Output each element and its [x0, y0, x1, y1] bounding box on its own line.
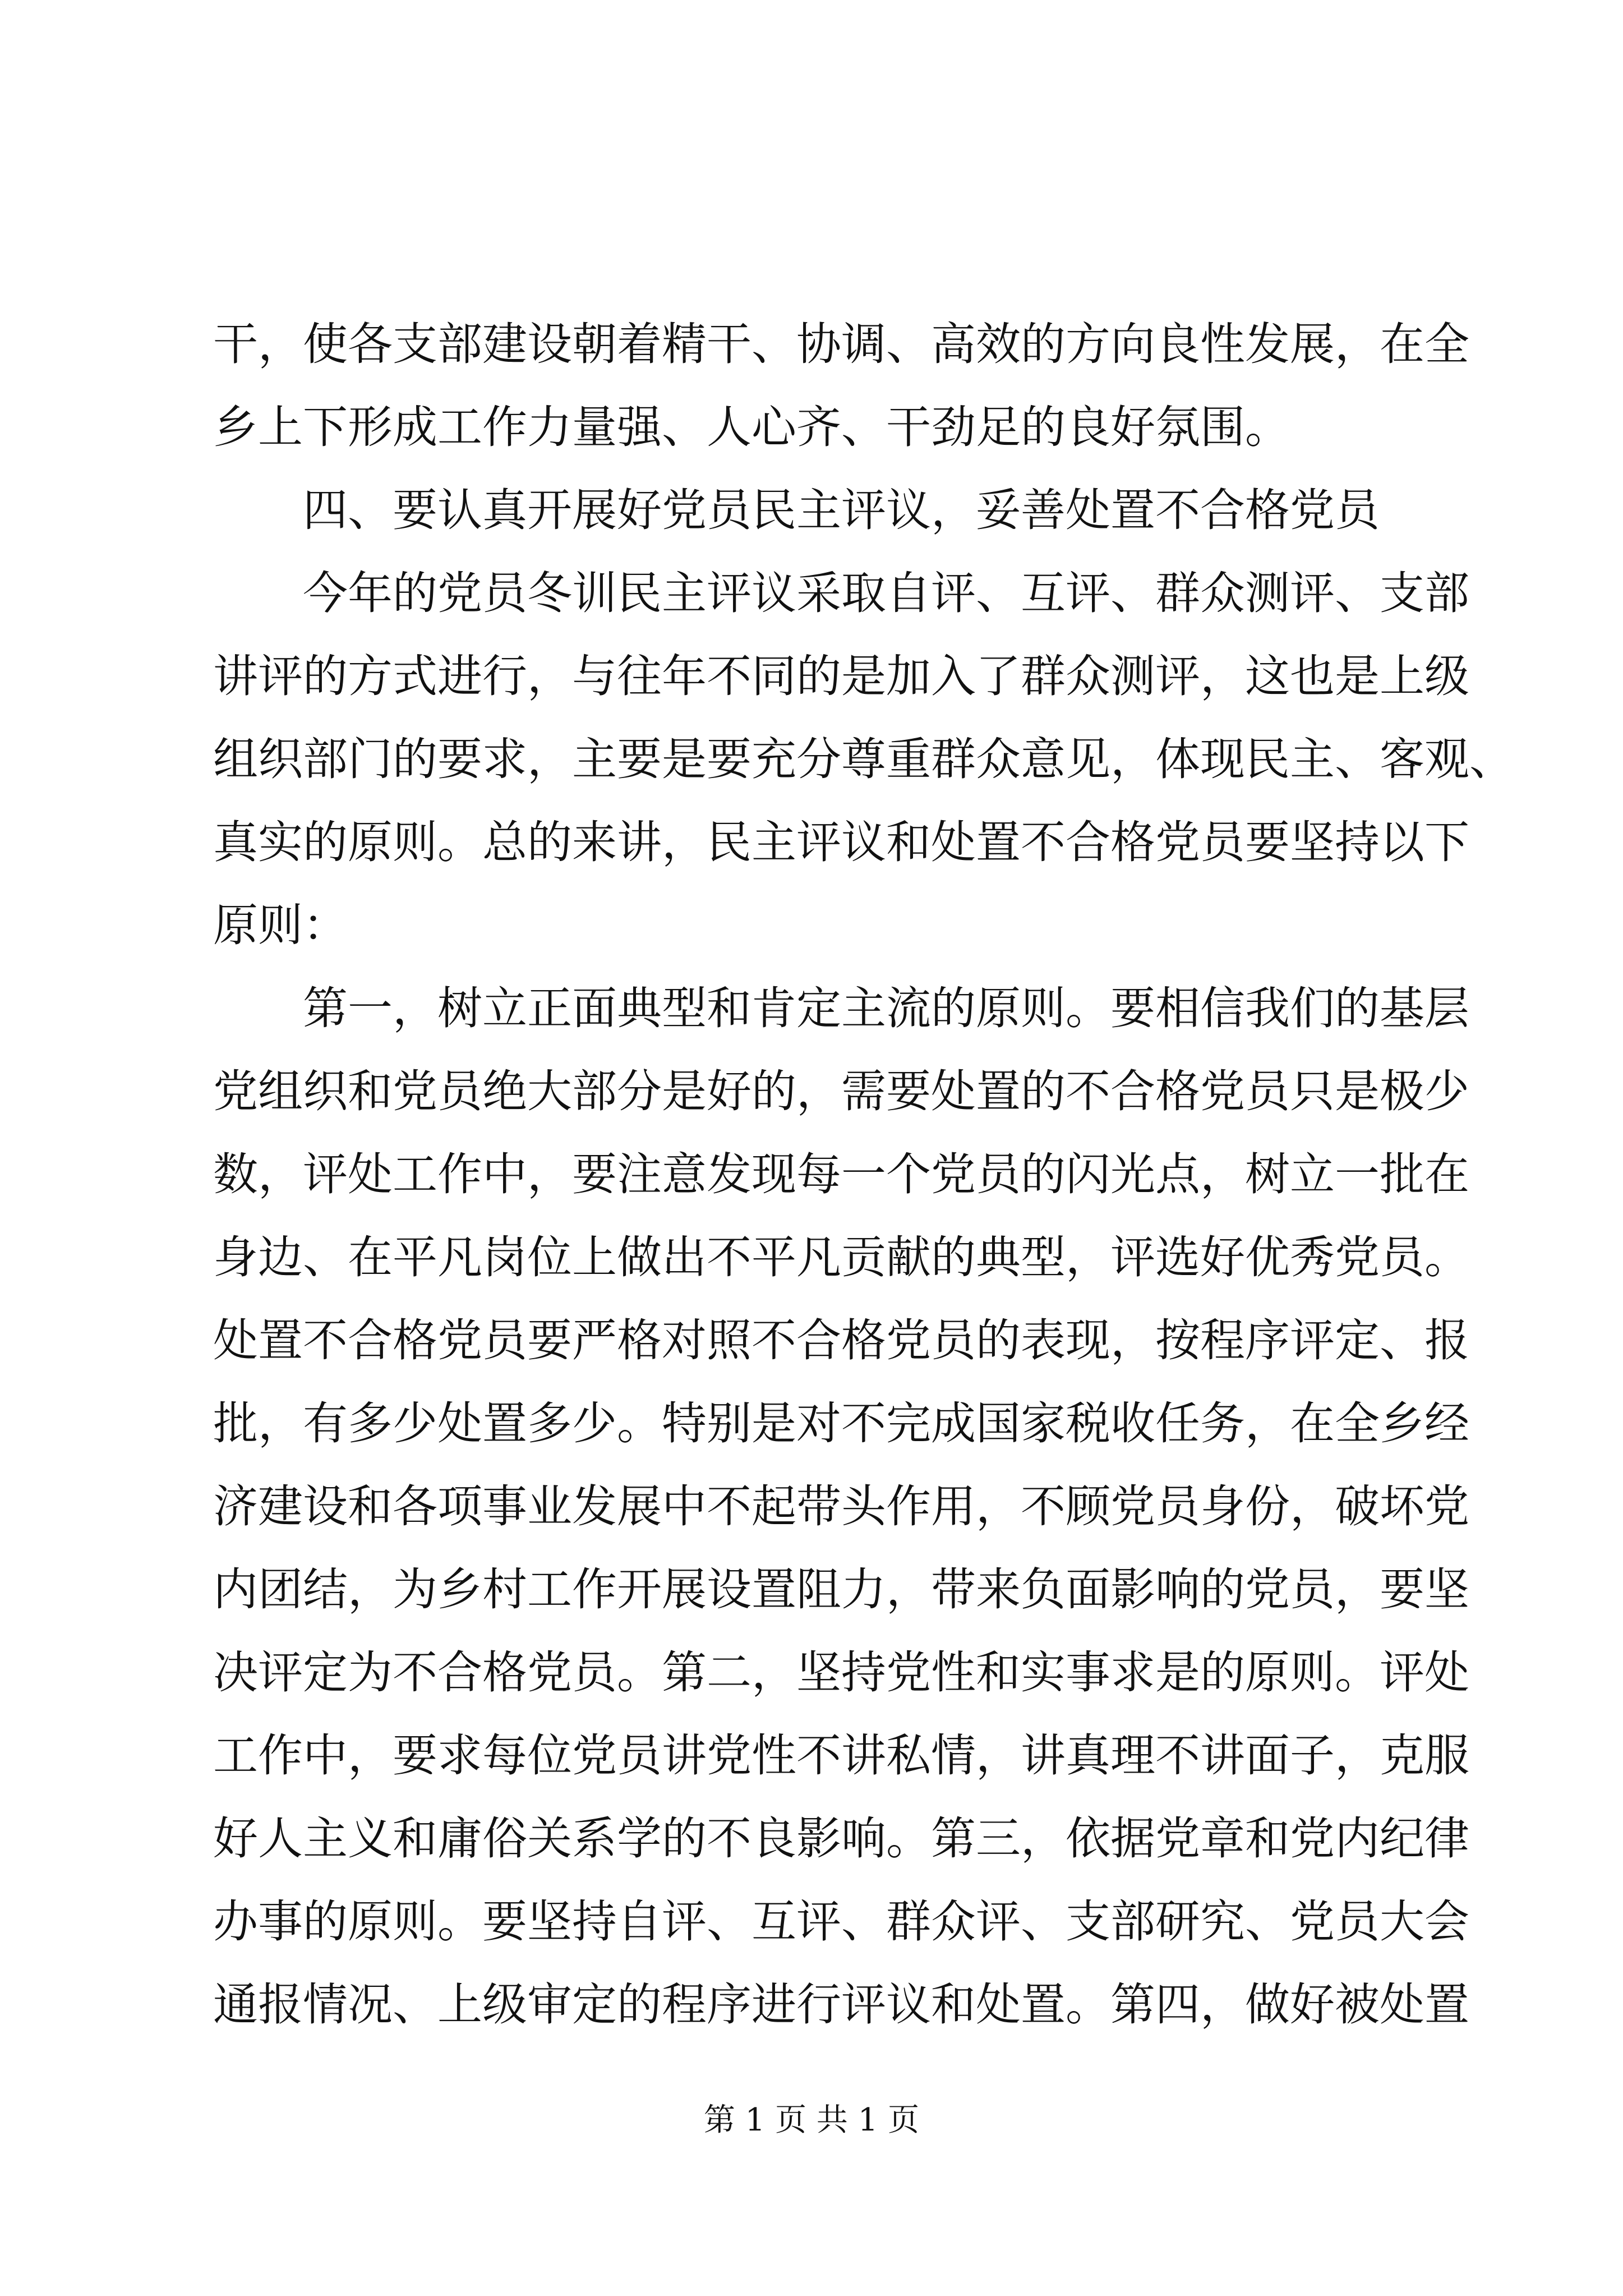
text-line: 干，使各支部建设朝着精干、协调、高效的方向良性发展，在全: [213, 318, 1469, 370]
text-line: 讲评的方式进行，与往年不同的是加入了群众测评，这也是上级: [213, 650, 1469, 702]
text-line: 今年的党员冬训民主评议采取自评、互评、群众测评、支部: [303, 567, 1469, 619]
text-line: 办事的原则。要坚持自评、互评、群众评、支部研究、党员大会: [213, 1895, 1469, 1948]
page-footer: [0, 2098, 1623, 2143]
text-line: 第一，树立正面典型和肯定主流的原则。要相信我们的基层: [303, 982, 1469, 1034]
section-heading: 四、要认真开展好党员民主评议，妥善处置不合格党员: [303, 484, 1380, 536]
text-line: 组织部门的要求，主要是要充分尊重群众意见，体现民主、客观、: [213, 733, 1514, 785]
text-line: 好人主义和庸俗关系学的不良影响。第三，依据党章和党内纪律: [213, 1812, 1469, 1865]
text-line: 真实的原则。总的来讲，民主评议和处置不合格党员要坚持以下: [213, 816, 1469, 868]
text-line: 决评定为不合格党员。第二，坚持党性和实事求是的原则。评处: [213, 1646, 1469, 1699]
page-number: 第 1 页 共 1 页: [703, 2102, 920, 2138]
text-line: 内团结，为乡村工作开展设置阻力，带来负面影响的党员，要坚: [213, 1563, 1469, 1616]
text-line: 原则：: [213, 899, 348, 951]
document-body: [213, 303, 1514, 2046]
text-line: 数，评处工作中，要注意发现每一个党员的闪光点，树立一批在: [213, 1148, 1469, 1200]
text-line: 济建设和各项事业发展中不起带头作用，不顾党员身份，破坏党: [213, 1480, 1469, 1533]
text-line: 党组织和党员绝大部分是好的，需要处置的不合格党员只是极少: [213, 1065, 1469, 1117]
text-line: 身边、在平凡岗位上做出不平凡贡献的典型，评选好优秀党员。: [213, 1231, 1469, 1283]
text-line: 批，有多少处置多少。特别是对不完成国家税收任务，在全乡经: [213, 1397, 1469, 1450]
text-line: 通报情况、上级审定的程序进行评议和处置。第四，做好被处置: [213, 1978, 1469, 2031]
text-line: 工作中，要求每位党员讲党性不讲私情，讲真理不讲面子，克服: [213, 1729, 1469, 1782]
text-line: 处置不合格党员要严格对照不合格党员的表现，按程序评定、报: [213, 1314, 1469, 1366]
text-line: 乡上下形成工作力量强、人心齐、干劲足的良好氛围。: [213, 401, 1290, 453]
